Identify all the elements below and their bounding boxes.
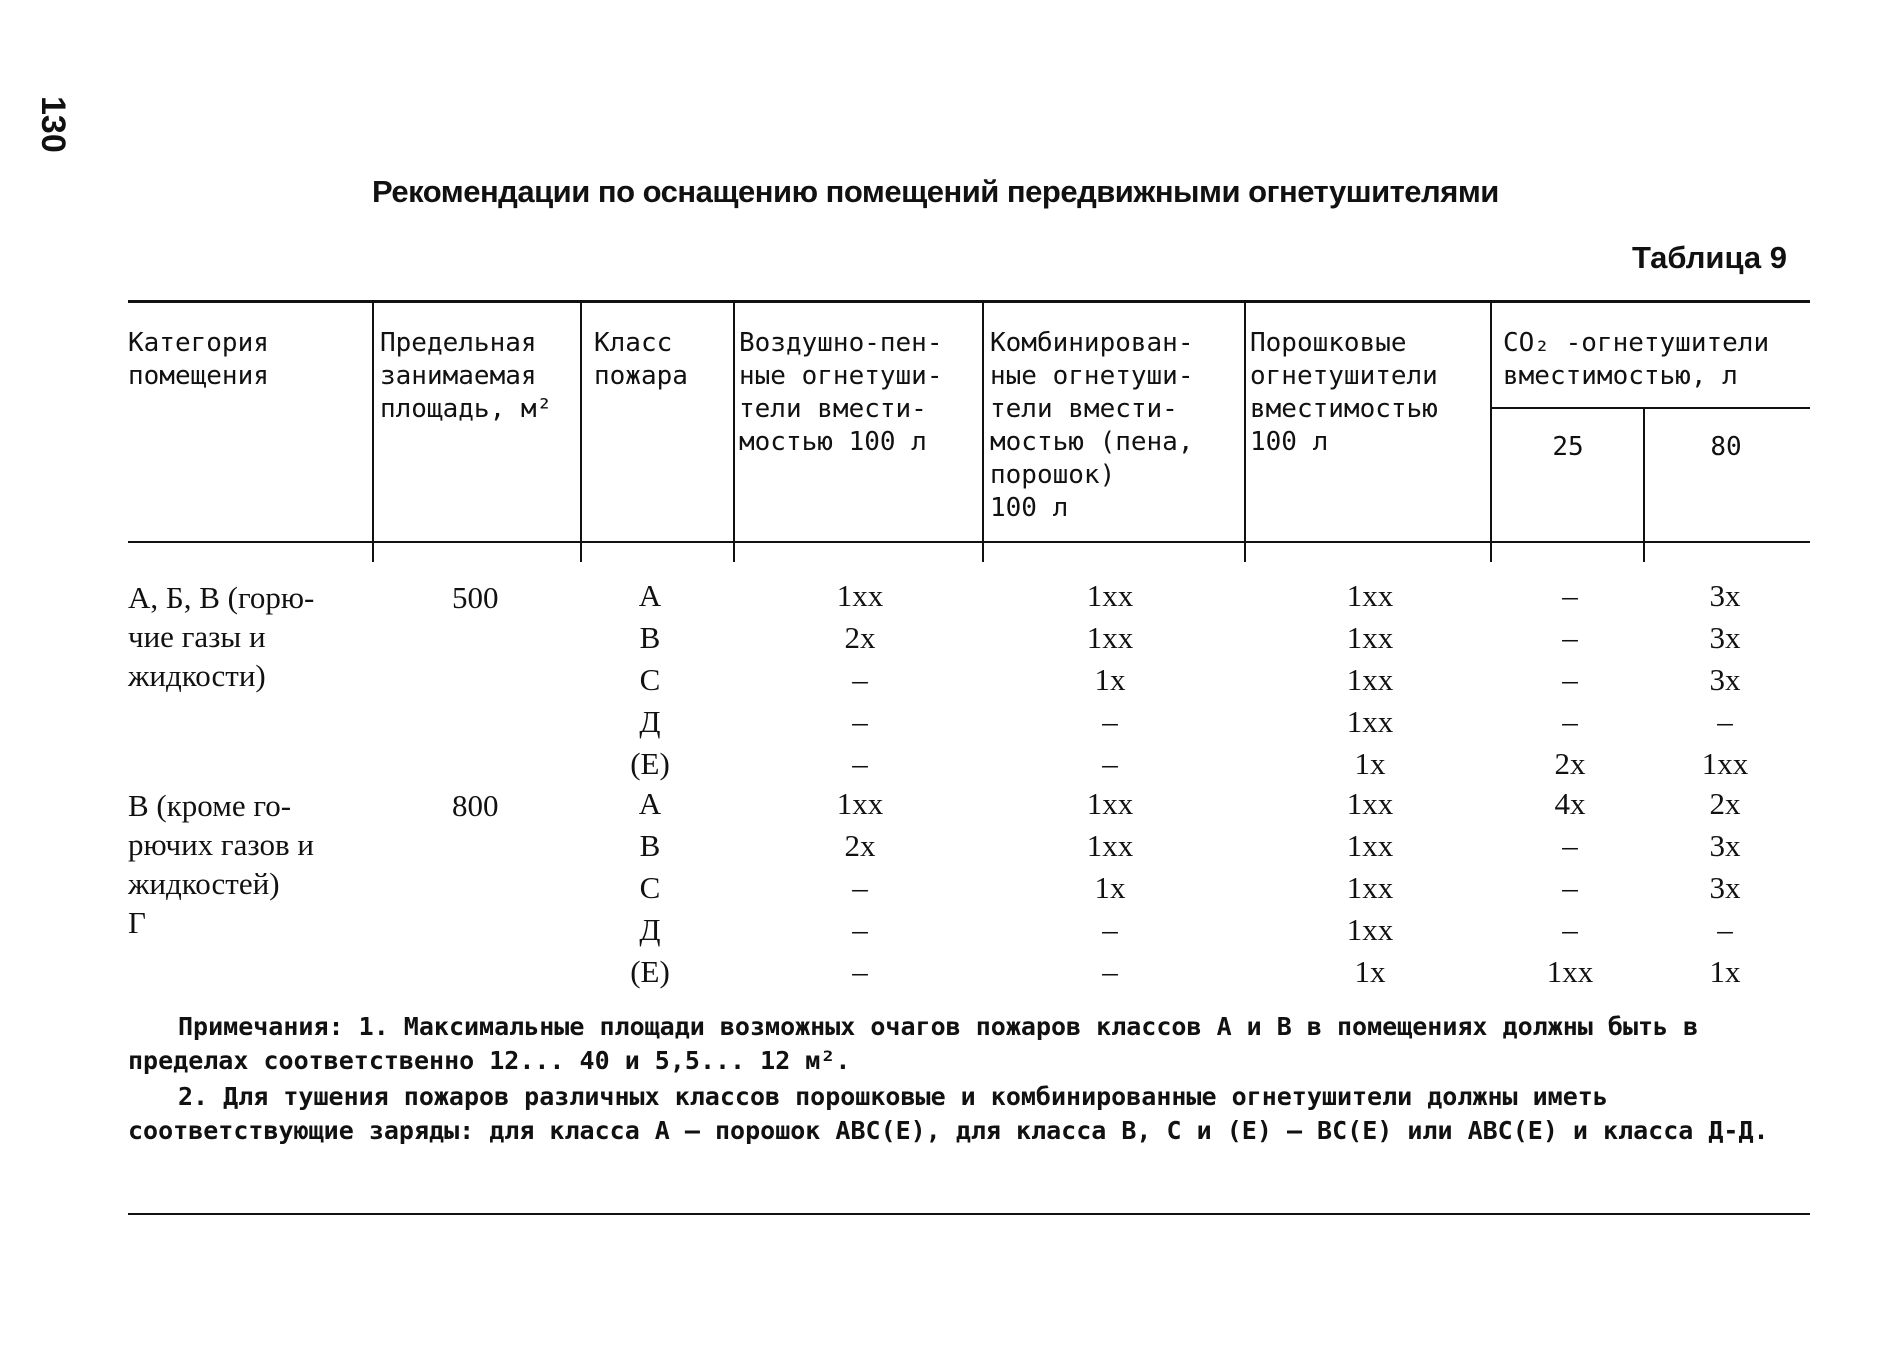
cell-co2-80: 3х <box>1709 828 1741 863</box>
cell-co2-80: 3х <box>1709 870 1741 905</box>
cell-co2-25: – <box>1562 870 1578 905</box>
cell-fire-class: С <box>639 662 661 697</box>
cell-co2-80: 3х <box>1709 578 1741 613</box>
header-co2-25: 25 <box>1552 432 1584 462</box>
cell-fire-class: (Е) <box>630 954 670 989</box>
co2-subheader-rule <box>1490 407 1810 409</box>
cell-co2-80: 3х <box>1709 620 1741 655</box>
header-co2-80: 80 <box>1710 432 1742 462</box>
table-title: Рекомендации по оснащению помещений передвижными огнетушителями <box>372 174 1499 209</box>
table-row <box>0 828 1889 870</box>
table-row <box>0 578 1889 620</box>
table-row <box>0 954 1889 996</box>
cell-co2-25: – <box>1562 662 1578 697</box>
cell-foam: 1хх <box>836 578 884 613</box>
notes-heading: Примечания: <box>178 1012 344 1041</box>
cell-fire-class: Д <box>639 912 661 947</box>
cell-co2-25: – <box>1562 578 1578 613</box>
header-powder: Порошковые огнетушители вместимостью 100 л <box>1250 328 1438 457</box>
table-row <box>0 620 1889 662</box>
cell-combined: 1хх <box>1086 620 1134 655</box>
page-number: 130 <box>34 96 72 153</box>
cell-combined: – <box>1102 746 1118 781</box>
cell-fire-class: (Е) <box>630 746 670 781</box>
category-group-2: В (кроме го- рючих газов и жидкостей) Г <box>128 788 314 940</box>
area-group-2: 800 <box>452 788 499 823</box>
area-group-1: 500 <box>452 580 499 615</box>
cell-powder: 1хх <box>1346 620 1394 655</box>
header-category: Категория помещения <box>128 328 269 391</box>
cell-foam: – <box>852 704 868 739</box>
column-divider <box>1244 302 1246 562</box>
cell-foam: – <box>852 954 868 989</box>
note-1 <box>128 1010 1788 1078</box>
cell-foam: – <box>852 746 868 781</box>
cell-co2-80: – <box>1717 704 1733 739</box>
header-foam: Воздушно-пен- ные огнетуши- тели вмести- мостью 100 л <box>739 328 943 457</box>
cell-co2-25: 4х <box>1554 786 1586 821</box>
cell-powder: 1хх <box>1346 662 1394 697</box>
cell-powder: 1хх <box>1346 870 1394 905</box>
note-2: 2. Для тушения пожаров различных классов порошковые и комбинированные огнетушители должны иметь соответствующие заряды: для класса А – порошок АВС(Е), для класса В, С и (Е) – ВС(Е) или АВС(Е) и класса Д-Д. <box>128 1082 1769 1145</box>
table-label: Таблица 9 <box>1631 240 1787 275</box>
table-row <box>0 662 1889 704</box>
cell-powder: 1хх <box>1346 578 1394 613</box>
table-row <box>0 746 1889 788</box>
cell-co2-25: – <box>1562 704 1578 739</box>
cell-co2-25: 1хх <box>1546 954 1594 989</box>
cell-fire-class: В <box>639 620 661 655</box>
cell-combined: – <box>1102 912 1118 947</box>
cell-fire-class: А <box>638 786 662 821</box>
column-divider <box>733 302 735 562</box>
cell-co2-25: 2х <box>1554 746 1586 781</box>
cell-co2-80: 1хх <box>1701 746 1749 781</box>
cell-foam: – <box>852 662 868 697</box>
header-bottom-rule <box>128 541 1810 543</box>
table-row <box>0 912 1889 954</box>
cell-fire-class: Д <box>639 704 661 739</box>
cell-foam: – <box>852 912 868 947</box>
header-combined: Комбинирован- ные огнетуши- тели вмести- мостью (пена, порошок) 100 л <box>990 328 1194 523</box>
cell-powder: 1х <box>1354 954 1386 989</box>
cell-co2-80: 3х <box>1709 662 1741 697</box>
header-co2: CO₂ -огнетушители вместимостью, л <box>1503 328 1770 391</box>
cell-combined: 1хх <box>1086 786 1134 821</box>
cell-co2-80: 2х <box>1709 786 1741 821</box>
cell-combined: 1х <box>1094 662 1126 697</box>
cell-combined: 1х <box>1094 870 1126 905</box>
column-divider <box>1643 408 1645 562</box>
column-divider <box>580 302 582 562</box>
cell-combined: 1хх <box>1086 578 1134 613</box>
table-row <box>0 786 1889 828</box>
cell-fire-class: В <box>639 828 661 863</box>
cell-co2-25: – <box>1562 912 1578 947</box>
column-divider <box>982 302 984 562</box>
header-fire-class: Класс пожара <box>594 328 688 391</box>
table-row <box>0 870 1889 912</box>
cell-foam: – <box>852 870 868 905</box>
cell-powder: 1хх <box>1346 786 1394 821</box>
cell-combined: 1хх <box>1086 828 1134 863</box>
notes <box>128 1010 1788 1148</box>
cell-foam: 2х <box>844 620 876 655</box>
note-1-text: 1. Максимальные площади возможных очагов пожаров классов А и В в помещениях должны быть в пределах соответственно 12... 40 и 5,5... 12 м². <box>128 1012 1699 1075</box>
table-top-rule <box>128 300 1810 303</box>
column-divider <box>1490 302 1492 562</box>
cell-combined: – <box>1102 704 1118 739</box>
column-divider <box>372 302 374 562</box>
cell-co2-80: 1х <box>1709 954 1741 989</box>
cell-powder: 1хх <box>1346 912 1394 947</box>
cell-fire-class: А <box>638 578 662 613</box>
cell-co2-25: – <box>1562 620 1578 655</box>
cell-foam: 2х <box>844 828 876 863</box>
cell-co2-25: – <box>1562 828 1578 863</box>
cell-powder: 1хх <box>1346 828 1394 863</box>
cell-powder: 1х <box>1354 746 1386 781</box>
cell-powder: 1хх <box>1346 704 1394 739</box>
category-group-1: А, Б, В (горю- чие газы и жидкости) <box>128 580 315 693</box>
table-row <box>0 704 1889 746</box>
table-bottom-rule <box>128 1213 1810 1215</box>
cell-fire-class: С <box>639 870 661 905</box>
cell-combined: – <box>1102 954 1118 989</box>
cell-co2-80: – <box>1717 912 1733 947</box>
cell-foam: 1хх <box>836 786 884 821</box>
header-area: Предельная занимаемая площадь, м² <box>380 328 553 424</box>
